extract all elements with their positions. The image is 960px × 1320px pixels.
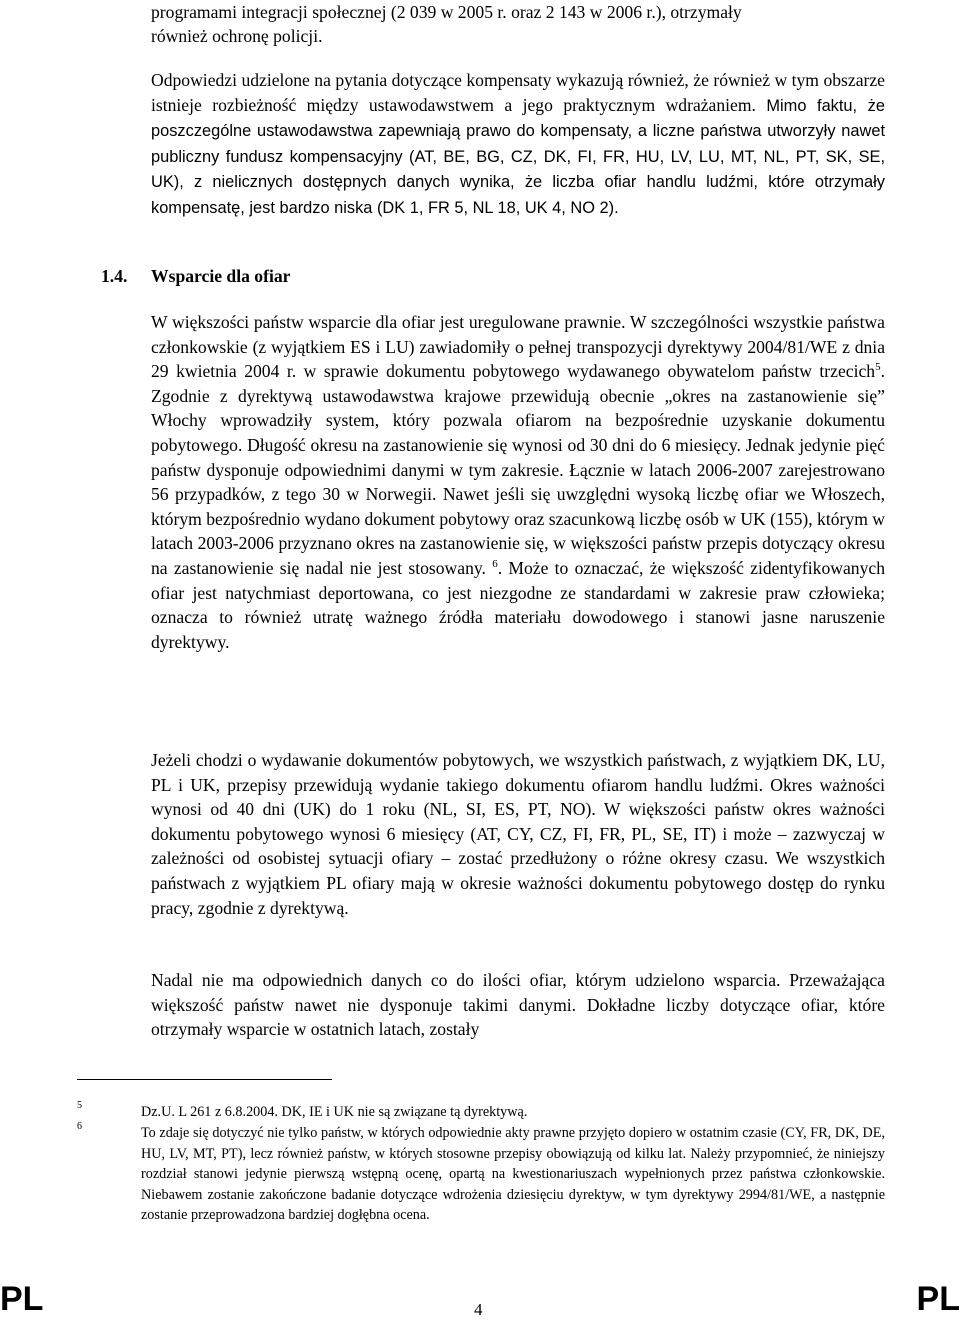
footnote-separator (77, 1079, 332, 1080)
section-title: Wsparcie dla ofiar (151, 266, 291, 286)
footnote-text: Dz.U. L 261 z 6.8.2004. DK, IE i UK nie są związane tą dyrektywą. (141, 1104, 528, 1120)
footnote-mark: 6 (77, 1121, 82, 1132)
paragraph-text: Odpowiedzi udzielone na pytania dotyczące kompensaty wykazują również, że również w tym obszarze istnieje rozbieżność między ustawodawstwem a jego praktycznym wdrażaniem. (151, 70, 885, 115)
footer-language-right: PL (916, 1280, 960, 1318)
footnote-ref-6[interactable]: 6 (492, 558, 498, 571)
paragraph-compensation (151, 68, 885, 221)
footnote-ref-5[interactable]: 5 (875, 361, 881, 374)
section-number: 1.4. (101, 266, 128, 286)
paragraph-text: W większości państw wsparcie dla ofiar jest uregulowane prawnie. W szczególności wszystkie państwa członkowskie (z wyjątkiem ES i LU) zawiadomiły o pełnej transpozycji dyrektywy 2004/81/WE z dnia 29 kwietnia 2004 r. w sprawie dokumentu pobytowego wydawanego obywatelom państw trzecich (151, 312, 885, 382)
paragraph-text-sans: Mimo faktu, że poszczególne ustawodawstwa zapewniają prawo do kompensaty, a liczne państwa utworzyły nawet publiczny fundusz kompensacyjny (AT, BE, BG, CZ, DK, FI, FR, HU, LV, LU, MT, NL, PT, SK, SE, UK), z nielicznych dostępnych danych wynika, że liczba ofiar handlu ludźmi, które otrzymały kompensatę, jest bardzo niska (DK 1, FR 5, NL 18, UK 4, NO 2). (151, 96, 885, 217)
body-line: programami integracji społecznej (2 039 w 2005 r. oraz 2 143 w 2006 r.), otrzymały (151, 2, 742, 22)
footnote-text: To zdaje się dotyczyć nie tylko państw, w których odpowiednie akty prawne przyjęto dopiero w ostatnim czasie (CY, FR, DK, DE, HU, LV, MT, PT), lecz również państw, w których stosowne przepisy obowiązują od kilku lat. Należy przypomnieć, że niniejszy rozdział stanowi jedynie pierwszą wstępną ocenę, opartą na kwestionariuszach wypełnionych przez państwa członkowskie. Niebawem zostanie zakończone badanie dotyczące wdrożenia dziesięciu dyrektyw, w tym dyrektywy 2994/81/WE, a następnie zostanie przeprowadzona bardziej dogłębna ocena. (141, 1125, 885, 1224)
paragraph-data: Nadal nie ma odpowiednich danych co do ilości ofiar, którym udzielono wsparcia. Przeważająca większość państw nawet nie dysponuje takimi danymi. Dokładne liczby dotyczące ofiar, które otrzymały wsparcie w ostatnich latach, zostały (151, 970, 885, 1040)
body-line: również ochronę policji. (151, 26, 323, 46)
footnote-mark: 5 (77, 1100, 82, 1111)
footer-language-left: PL (0, 1280, 44, 1318)
page-number: 4 (474, 1300, 483, 1319)
paragraph-support (151, 310, 885, 654)
paragraph-text: . Zgodnie z dyrektywą ustawodawstwa krajowe przewidują obecnie „okres na zastanowienie się” Włochy wprowadziły system, który pozwala ofiarom na bezpośrednie uzyskanie dokumentu pobytowego. Długość okresu na zastanowienie się wynosi od 30 dni do 6 miesięcy. Jednak jedynie pięć państw dysponuje odpowiednimi danymi w tym zakresie. Łącznie w latach 2006-2007 zarejestrowano 56 przypadków, z tego 30 w Norwegii. Nawet jeśli się uwzględni wysoką liczbę ofiar we Włoszech, którym bezpośrednio wydano dokument pobytowy oraz szacunkową liczbę osób w UK (155), którym w latach 2003-2006 przyznano okres na zastanowienie się, w większości państw przepis dotyczący okresu na zastanowienie się nadal nie jest stosowany. (151, 361, 885, 578)
paragraph-text: . Może to oznaczać, że większość zidentyfikowanych ofiar jest natychmiast deportowana, co jest niezgodne ze standardami w zakresie praw człowieka; oznacza to również utratę ważnego źródła materiału dowodowego i stanowi jasne naruszenie dyrektywy. (151, 557, 885, 652)
paragraph-residence-permits: Jeżeli chodzi o wydawanie dokumentów pobytowych, we wszystkich państwach, z wyjątkiem DK, LU, PL i UK, przepisy przewidują wydanie takiego dokumentu ofiarom handlu ludźmi. Okres ważności wynosi od 40 dni (UK) do 1 roku (NL, SI, ES, PT, NO). W większości państw okres ważności dokumentu pobytowego wynosi 6 miesięcy (AT, CY, CZ, FI, FR, PL, SE, IT) i może – zazwyczaj w zależności od osobistej sytuacji ofiary – zostać przedłużony o różne okresy czasu. We wszystkich państwach z wyjątkiem PL ofiary mają w okresie ważności dokumentu pobytowego dostęp do rynku pracy, zgodnie z dyrektywą. (151, 750, 885, 918)
